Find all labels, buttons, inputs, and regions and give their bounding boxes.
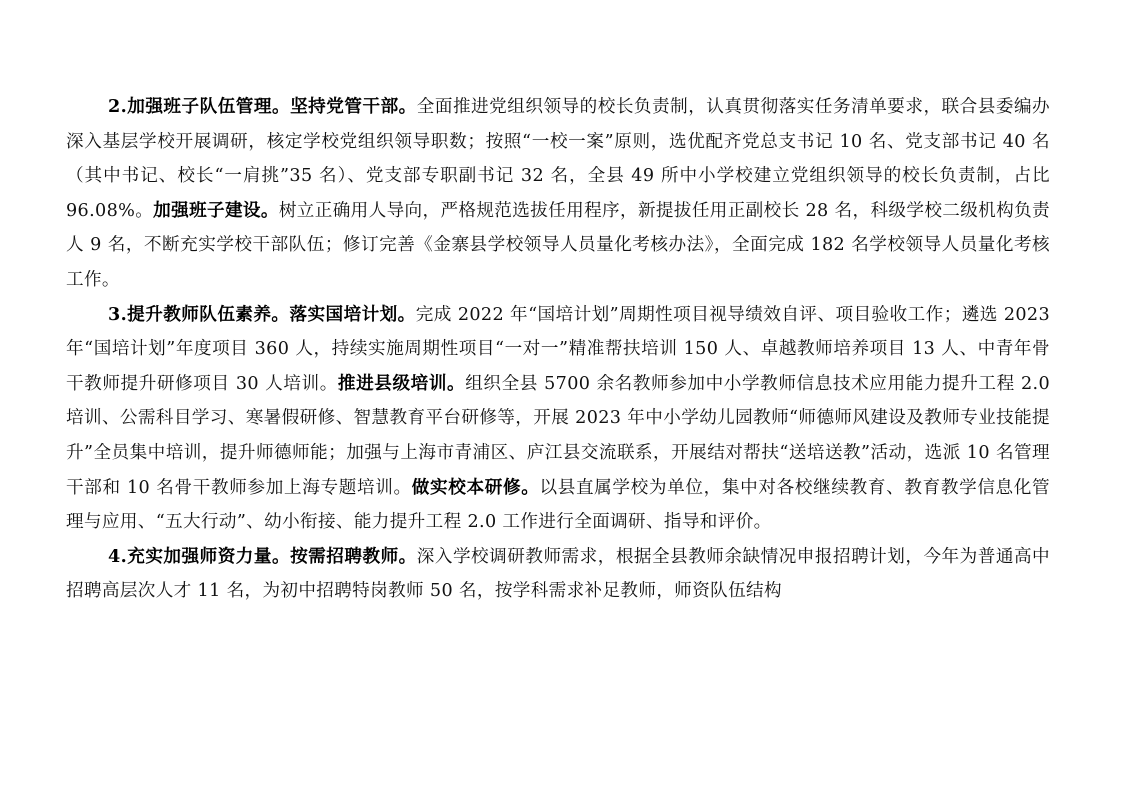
paragraph-teacher-recruitment bbox=[66, 540, 1050, 609]
body-text: 组织全县 5700 余名教师参加中小学教师信息技术应用能力提升工程 2.0 培训、公需科目学习、寒暑假研修、智慧教育平台研修等，开展 2023 年中小学幼儿园教师“师德师风建设及教师专业技能提升”全员集中培训，提升师德师能；加强与上海市青浦区、庐江县交流联系，开展结对帮扶“送培送教”活动，选派 10 名管理干部和 10 名骨干教师参加上海专题培训。 bbox=[66, 373, 1050, 498]
paragraph-teacher-quality bbox=[66, 298, 1050, 540]
body-text: 深入学校调研教师需求，根据全县教师余缺情况申报招聘计划，今年为普通高中招聘高层次人才 11 名，为初中招聘特岗教师 50 名，按学科需求补足教师，师资队伍结构 bbox=[66, 546, 1050, 602]
paragraph-team-management bbox=[66, 90, 1050, 298]
body-text: 以县直属学校为单位，集中对各校继续教育、教育教学信息化管理与应用、“五大行动”、幼小衔接、能力提升工程 2.0 工作进行全面调研、指导和评价。 bbox=[66, 477, 1050, 533]
heading-team-management: 2.加强班子队伍管理。坚持党管干部。 bbox=[108, 96, 417, 117]
subheading-team-building: 加强班子建设。 bbox=[153, 199, 279, 221]
body-text: 树立正确用人导向，严格规范选拔任用程序，新提拔任用正副校长 28 名，科级学校二级机构负责人 9 名，不断充实学校干部队伍；修订完善《金寨县学校领导人员量化考核办法》，全面完成 182 名学校领导人员量化考核工作。 bbox=[66, 200, 1050, 290]
body-text: 完成 2022 年“国培计划”周期性项目视导绩效自评、项目验收工作；遴选 2023 年“国培计划”年度项目 360 人，持续实施周期性项目“一对一”精准帮扶培训 150 人、卓越教师培养项目 13 人、中青年骨干教师提升研修项目 30 人培训。 bbox=[66, 304, 1051, 394]
document-page bbox=[66, 90, 1050, 609]
subheading-county-training: 推进县级培训。 bbox=[337, 372, 466, 394]
heading-teacher-quality: 3.提升教师队伍素养。落实国培计划。 bbox=[108, 303, 416, 325]
body-text: 全面推进党组织领导的校长负责制，认真贯彻落实任务清单要求，联合县委编办深入基层学校开展调研，核定学校党组织领导职数；按照“一校一案”原则，选优配齐党总支书记 10 名、党支部书记 40 名（其中书记、校长“一肩挑”35 名）、党支部专职副书记 32 名，全县 49 所中小学校建立党组织领导的校长负责制，占比 96.08%。 bbox=[66, 97, 1050, 221]
heading-teacher-recruitment: 4.充实加强师资力量。按需招聘教师。 bbox=[108, 545, 417, 567]
subheading-school-research: 做实校本研修。 bbox=[411, 476, 540, 498]
